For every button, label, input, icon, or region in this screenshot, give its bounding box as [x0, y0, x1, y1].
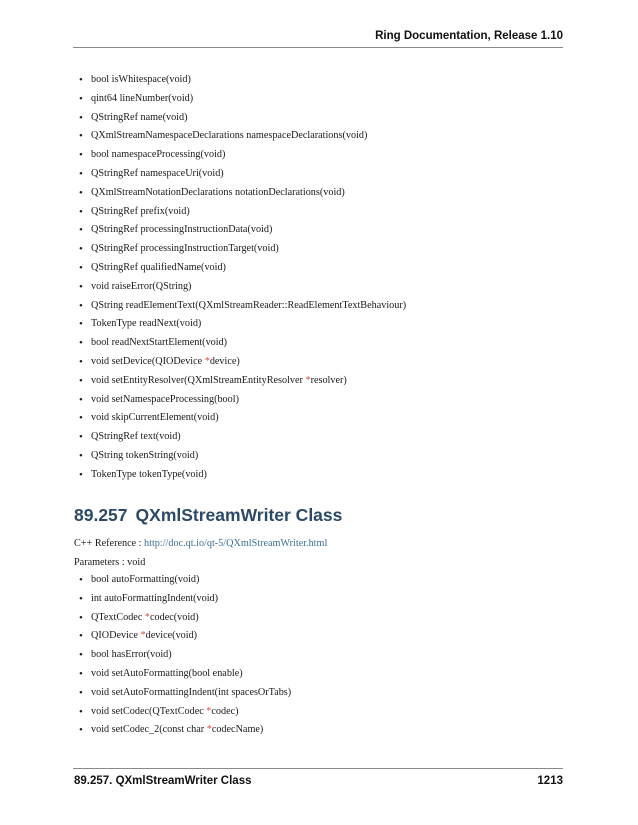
- running-header: Ring Documentation, Release 1.10: [375, 30, 563, 42]
- header-divider: [73, 47, 563, 48]
- qxmlstreamwriter-method-list: [91, 571, 291, 740]
- pointer-asterisk: *: [206, 724, 212, 736]
- list-item: [91, 609, 291, 628]
- list-item: • QStringRef qualifiedName(void): [91, 259, 406, 278]
- list-item: [91, 627, 291, 646]
- list-item: • TokenType readNext(void): [91, 315, 406, 334]
- signature-part: void setDevice(QIODevice: [91, 355, 205, 367]
- signature-part: void setEntityResolver(QXmlStreamEntityResolver: [91, 374, 306, 386]
- list-item: • void setAutoFormattingIndent(int spacesOrTabs): [91, 684, 291, 703]
- cpp-reference: [74, 538, 327, 549]
- list-item: • QStringRef name(void): [91, 109, 406, 128]
- list-item: [91, 721, 291, 740]
- pointer-asterisk: *: [305, 374, 311, 386]
- signature-part: codec(void): [149, 611, 199, 623]
- section-title-text: QXmlStreamWriter Class: [135, 505, 343, 525]
- qxmlstreamreader-method-list: [91, 71, 406, 485]
- list-item: • bool readNextStartElement(void): [91, 334, 406, 353]
- pointer-asterisk: *: [206, 705, 212, 717]
- list-item: • TokenType tokenType(void): [91, 466, 406, 485]
- reference-label: C++ Reference :: [74, 538, 145, 549]
- footer-divider: [73, 768, 563, 769]
- page-number: 1213: [537, 775, 563, 787]
- signature-part: void setCodec_2(const char: [91, 724, 207, 736]
- footer-section: 89.257. QXmlStreamWriter Class: [74, 775, 252, 787]
- list-item: • QStringRef text(void): [91, 428, 406, 447]
- list-item: • bool namespaceProcessing(void): [91, 146, 406, 165]
- list-item: • void setAutoFormatting(bool enable): [91, 665, 291, 684]
- list-item: • bool autoFormatting(void): [91, 571, 291, 590]
- reference-link[interactable]: http://doc.qt.io/qt-5/QXmlStreamWriter.html: [144, 538, 328, 549]
- list-item: • QStringRef namespaceUri(void): [91, 165, 406, 184]
- list-item: • bool isWhitespace(void): [91, 71, 406, 90]
- list-item: • void raiseError(QString): [91, 278, 406, 297]
- signature-part: device(void): [145, 630, 198, 642]
- section-heading: [74, 505, 342, 526]
- signature-part: codecName): [211, 724, 264, 736]
- list-item: • qint64 lineNumber(void): [91, 90, 406, 109]
- list-item: [91, 703, 291, 722]
- signature-part: QIODevice: [91, 630, 141, 642]
- pointer-asterisk: *: [204, 355, 210, 367]
- signature-part: device): [209, 355, 240, 367]
- list-item: • QString tokenString(void): [91, 447, 406, 466]
- list-item: • bool hasError(void): [91, 646, 291, 665]
- signature-part: void setCodec(QTextCodec: [91, 705, 207, 717]
- signature-part: codec): [211, 705, 239, 717]
- list-item: • void setNamespaceProcessing(bool): [91, 391, 406, 410]
- signature-part: resolver): [310, 374, 347, 386]
- list-item: • QXmlStreamNamespaceDeclarations namespaceDeclarations(void): [91, 127, 406, 146]
- list-item: [91, 353, 406, 372]
- pointer-asterisk: *: [144, 611, 150, 623]
- list-item: [91, 372, 406, 391]
- list-item: • QStringRef processingInstructionTarget(void): [91, 240, 406, 259]
- section-number: 89.257: [74, 505, 128, 525]
- list-item: • QXmlStreamNotationDeclarations notationDeclarations(void): [91, 184, 406, 203]
- list-item: • int autoFormattingIndent(void): [91, 590, 291, 609]
- list-item: • void skipCurrentElement(void): [91, 409, 406, 428]
- list-item: • QString readElementText(QXmlStreamReader::ReadElementTextBehaviour): [91, 297, 406, 316]
- list-item: • QStringRef prefix(void): [91, 203, 406, 222]
- pointer-asterisk: *: [140, 630, 146, 642]
- signature-part: QTextCodec: [91, 611, 145, 623]
- list-item: • QStringRef processingInstructionData(void): [91, 221, 406, 240]
- parameters-line: Parameters : void: [74, 557, 146, 568]
